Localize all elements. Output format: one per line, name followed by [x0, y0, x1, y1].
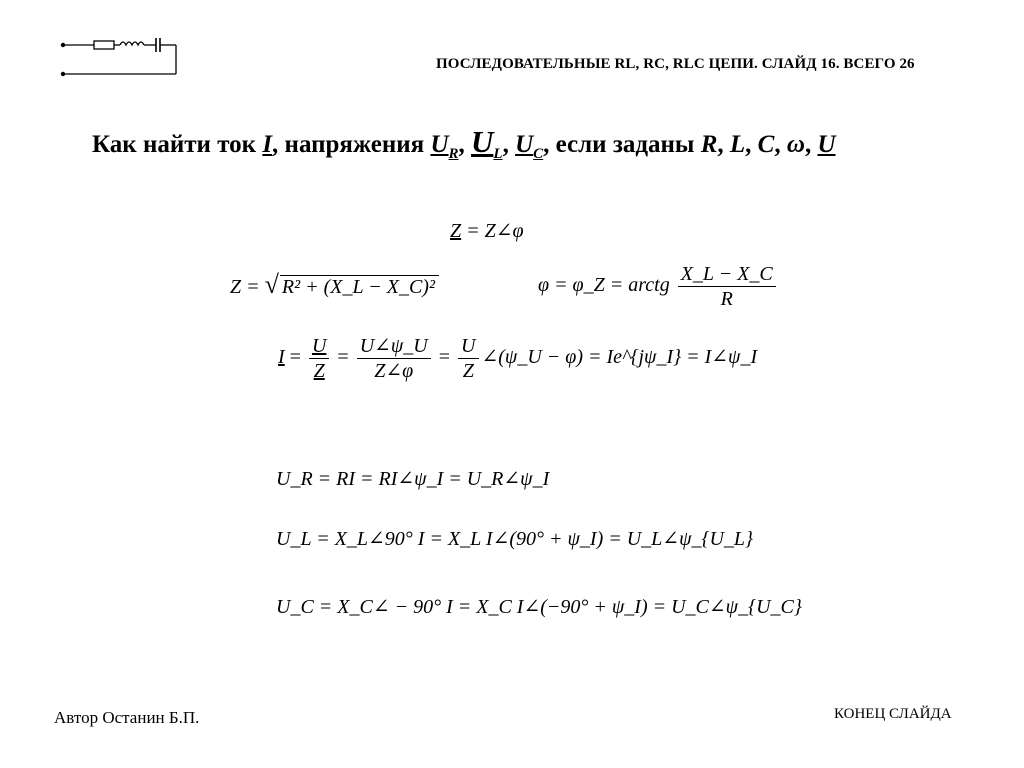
end-of-slide-label: КОНЕЦ СЛАЙДА — [834, 706, 952, 722]
formula-ur: U_R = RI = RI∠ψ_I = U_R∠ψ_I — [276, 468, 550, 490]
formula-z-modulus: Z = √ R² + (X_L − X_C)² — [230, 270, 439, 300]
formula-phi: φ = φ_Z = arctg $\frac{X\_L - X\_C}{R}$ — [538, 262, 779, 311]
rlc-circuit-icon — [58, 36, 182, 80]
slide-header: ПОСЛЕДОВАТЕЛЬНЫЕ RL, RC, RLC ЦЕПИ. СЛАЙД 16. ВСЕГО 26 — [436, 56, 915, 72]
author-label: Автор Останин Б.П. — [54, 708, 200, 727]
formula-z-complex: Z = Z∠φ — [450, 220, 524, 242]
formula-ul: U_L = X_L∠90° I = X_L I∠(90° + ψ_I) = U_L∠ψ_{U_L} — [276, 528, 754, 550]
formula-uc: U_C = X_C∠ − 90° I = X_C I∠(−90° + ψ_I) = U_C∠ψ_{U_C} — [276, 596, 802, 618]
formula-current: I = $\frac{U}{Z}$ = $\frac{U\angle\psi\_U}{Z\angle\varphi}$ = $\frac{U}{Z}$ ∠(ψ_U − φ) = Ie^{jψ_I} = I∠ψ_I — [278, 335, 758, 382]
slide-title: Как найти ток I, напряжения $U_R$, $U_L$, $U_C$, если заданы R, L, C, ω, U — [92, 124, 836, 162]
